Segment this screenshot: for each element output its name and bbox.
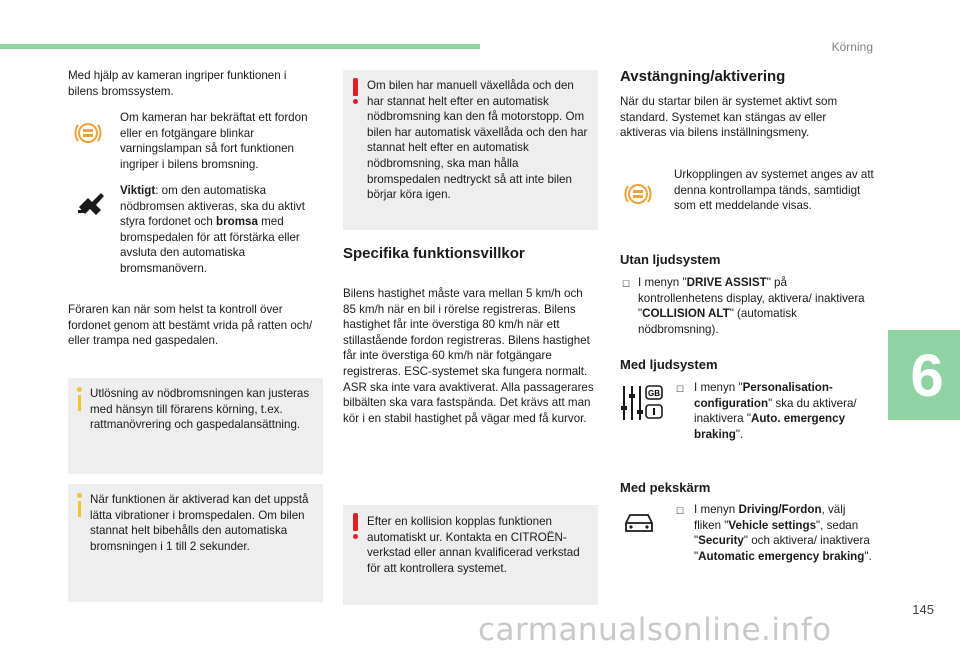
info-marker-icon <box>77 493 82 517</box>
info-text-trigger: Utlösning av nödbromsningen kan justeras med hänsyn till förarens körning, t.ex. rattmanövrering och gaspedalansättning. <box>90 387 310 432</box>
without-audio-heading: Utan ljudsystem <box>620 252 721 267</box>
warning-box-gearbox <box>343 70 598 230</box>
menu-security: Security <box>698 534 744 548</box>
text-part: ", sedan " <box>694 518 859 548</box>
menu-personalisation: Personalisation-configuration <box>694 381 833 410</box>
camera-note: Om kameran har bekräftat ett fordon eller en fotgängare blinkar varningslampan så fort funktionen ingriper i bilens bromsning. <box>120 111 308 171</box>
text-part: ". <box>864 549 872 563</box>
car-settings-icon <box>622 511 656 535</box>
warning-exclamation-icon <box>353 513 358 539</box>
warning-text-gearbox: Om bilen har manuell växellåda och den har stannat helt efter en automatisk nödbromsning kan den få motorstopp. Om bilen har automatisk växellåda och den har stannat helt efter en automatisk nödbromsning, ska man hålla bromspedalen nedtryckt så att inte bilen börjar köra igen. <box>367 79 588 202</box>
important-text-1: : om den automatiska nödbromsen aktiveras, ska du aktivt styra fordonet och <box>120 184 305 229</box>
info-text-vibration: När funktionen är aktiverad kan det uppstå lätta vibrationer i bromspedalen. Om bilen stannat helt bibehålls den automatiska bromsningen i 1 till 2 sekunder. <box>90 493 309 553</box>
menu-automatic-emergency: Automatic emergency braking <box>698 549 865 563</box>
important-note <box>120 183 320 277</box>
audio-settings-icon <box>620 384 664 422</box>
important-bold: bromsa <box>216 215 258 229</box>
header-accent-bar <box>0 44 480 49</box>
chapter-tab <box>888 330 960 420</box>
checkbox-bullet-icon: ☐ <box>676 384 685 394</box>
checkbox-bullet-icon: ☐ <box>622 279 631 289</box>
with-audio-text <box>694 380 874 442</box>
text-part: I menyn " <box>694 381 743 394</box>
hand-caution-icon <box>76 188 106 218</box>
section-title: Körning <box>831 40 873 54</box>
menu-auto-emergency: Auto. emergency braking <box>694 412 846 441</box>
menu-collision-alt: COLLISION ALT <box>642 307 730 321</box>
text-part: I menyn <box>694 503 739 516</box>
touchscreen-heading: Med pekskärm <box>620 480 711 495</box>
without-audio-text <box>638 275 868 337</box>
deactivation-heading: Avstängning/aktivering <box>620 68 786 85</box>
gb-label: GB <box>648 389 660 398</box>
chapter-number: 6 <box>910 341 944 409</box>
text-part: " ska du aktivera/ inaktivera " <box>694 396 857 426</box>
checkbox-bullet-icon: ☐ <box>676 506 685 516</box>
conditions-heading: Specifika funktionsvillkor <box>343 245 525 262</box>
text-part: " på kontrollenhetens display, aktivera/ inaktivera " <box>638 276 865 321</box>
important-text-2: med bromspedalen för att förstärka eller avsluta den automatiska bromsmanövern. <box>120 215 300 275</box>
text-part: , välj fliken " <box>694 503 846 532</box>
text-part: " (automatisk nödbromsning). <box>638 307 797 336</box>
info-marker-icon <box>77 387 82 411</box>
disconnect-note: Urkopplingen av systemet anges av att denna kontrollampa tänds, samtidigt som ett meddelande visas. <box>674 168 874 213</box>
intro-text: Med hjälp av kameran ingriper funktionen i bilens bromssystem. <box>68 69 287 98</box>
text-part: I menyn " <box>638 276 687 289</box>
warning-exclamation-icon <box>353 78 358 104</box>
warning-box-collision <box>343 505 598 605</box>
important-label: Viktigt <box>120 184 156 197</box>
auto-brake-warning-icon <box>72 117 104 149</box>
menu-drive-assist: DRIVE ASSIST <box>686 276 767 289</box>
menu-vehicle-settings: Vehicle settings <box>728 518 817 532</box>
auto-brake-off-icon <box>622 178 654 210</box>
warning-text-collision: Efter en kollision kopplas funktionen automatiskt ur. Kontakta en CITROËN-verkstad eller annan kvalificerad verkstad för att kontrollera systemet. <box>367 515 580 575</box>
conditions-text: Bilens hastighet måste vara mellan 5 km/h och 85 km/h när en bil i rörelse registreras. Bilens hastighet får inte överstiga 80 km/h när ett stillastående fordon registreras. Bilens hastighet får inte överstiga 60 km/h när fotgängare registreras. ESC-systemet ska fungera normalt. ASR ska inte vara avaktiverat. Alla passagerares bilbälten ska vara fastspända. Det krävs att man kör i en stabil hastighet på vägar med få kurvor. <box>343 287 594 425</box>
text-part: ". <box>735 427 744 441</box>
page-number: 145 <box>912 602 934 617</box>
menu-driving-fordon: Driving/Fordon <box>738 503 822 516</box>
touchscreen-text <box>694 502 874 564</box>
watermark: carmanualsonline.info <box>478 612 832 648</box>
driver-control-text: Föraren kan när som helst ta kontroll över fordonet genom att bestämt vrida på ratten och/ eller trampa ned gaspedalen. <box>68 303 313 348</box>
deactivation-intro: När du startar bilen är systemet aktivt som standard. Systemet kan stängas av eller aktiveras via bilens inställningsmeny. <box>620 95 838 140</box>
info-box-vibration <box>68 484 323 602</box>
with-audio-heading: Med ljudsystem <box>620 357 718 372</box>
text-part: " och aktivera/ inaktivera " <box>694 534 870 563</box>
info-box-trigger <box>68 378 323 474</box>
